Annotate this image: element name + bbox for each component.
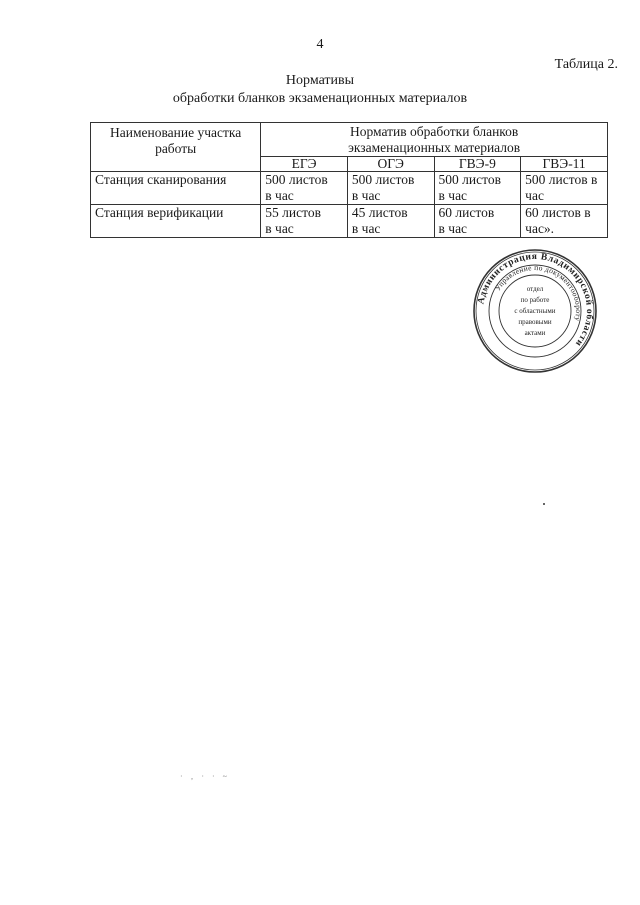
- stamp-outer-text: Администрация Владимирской области: [476, 251, 595, 349]
- header-gve-9: ГВЭ-9: [434, 157, 521, 172]
- table-row: [91, 205, 608, 238]
- row-value: 60 листов в час: [434, 205, 521, 238]
- header-site-name: Наименование участка работы: [91, 123, 261, 172]
- table-row: [91, 172, 608, 205]
- header-gve-11: ГВЭ-11: [521, 157, 608, 172]
- table-header-row: [91, 123, 608, 157]
- stamp-inner-text: Управление по документообороту: [493, 262, 584, 323]
- title-line-2: обработки бланков экзаменационных материалов: [172, 91, 468, 106]
- norms-table: [90, 122, 608, 238]
- title-line-1: Нормативы: [285, 73, 355, 88]
- row-value: 45 листов в час: [347, 205, 434, 238]
- row-value: 500 листов в час: [347, 172, 434, 205]
- header-oge: ОГЭ: [347, 157, 434, 172]
- document-title: [0, 72, 640, 108]
- scan-specks: · ‚ · · ~: [180, 772, 230, 781]
- row-value: 500 листов в час: [261, 172, 348, 205]
- stamp-center-line: отдел: [526, 285, 544, 293]
- page-number: 4: [316, 37, 324, 52]
- stamp-center-line: с областными: [514, 307, 556, 315]
- row-value: 500 листов в час: [434, 172, 521, 205]
- stamp-center-line: по работе: [520, 296, 550, 304]
- row-value: 60 листов в час».: [521, 205, 608, 238]
- scan-speck: [543, 503, 545, 505]
- row-value: 55 листов в час: [261, 205, 348, 238]
- stamp-center-line: правовыми: [518, 318, 552, 326]
- row-value: 500 листов в час: [521, 172, 608, 205]
- header-ege: ЕГЭ: [261, 157, 348, 172]
- row-site-name: Станция верификации: [91, 205, 261, 238]
- stamp-center-line: актами: [524, 329, 546, 337]
- header-norm-group: Норматив обработки бланков экзаменационных материалов: [261, 123, 608, 157]
- table-label: Таблица 2.: [554, 57, 618, 72]
- row-site-name: Станция сканирования: [91, 172, 261, 205]
- official-stamp: [472, 248, 598, 374]
